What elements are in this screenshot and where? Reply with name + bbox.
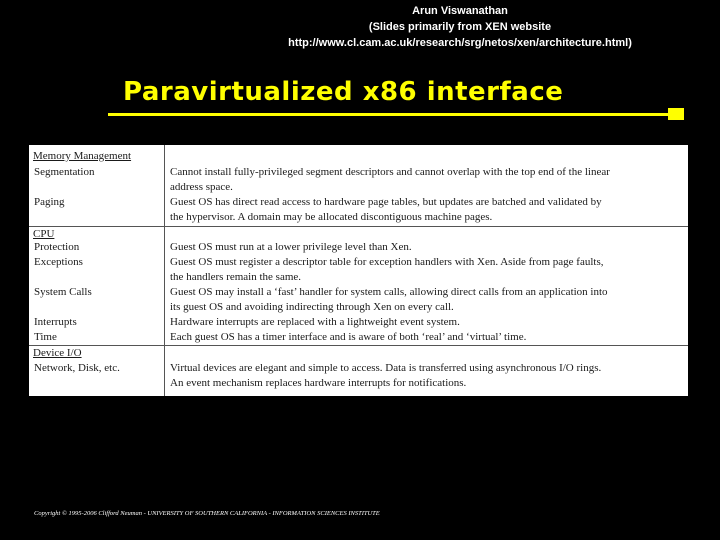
row-desc: Guest OS must run at a lower privilege level than Xen. — [170, 241, 412, 253]
title-underline — [108, 113, 680, 116]
column-divider — [164, 145, 165, 396]
row-desc: Hardware interrupts are replaced with a lightweight event system. — [170, 316, 460, 328]
row-label-interrupts: Interrupts — [34, 316, 77, 328]
section-cpu: CPU — [33, 228, 55, 240]
row-label-segmentation: Segmentation — [34, 166, 95, 178]
copyright-footer: Copyright © 1995-2006 Clifford Neuman - UNIVERSITY OF SOUTHERN CALIFORNIA - INFORMATION SCIENCES INSTITUTE — [34, 510, 380, 517]
author-name: Arun Viswanathan — [412, 5, 508, 17]
row-desc: Guest OS may install a ‘fast’ handler for system calls, allowing direct calls from an application into — [170, 286, 608, 298]
slide-title: Paravirtualized x86 interface — [123, 77, 564, 107]
row-desc: An event mechanism replaces hardware interrupts for notifications. — [170, 377, 467, 389]
row-label-paging: Paging — [34, 196, 65, 208]
row-desc: Guest OS must register a descriptor table for exception handlers with Xen. Aside from page faults, — [170, 256, 604, 268]
row-label-system-calls: System Calls — [34, 286, 92, 298]
row-desc: its guest OS and avoiding indirecting through Xen on every call. — [170, 301, 454, 313]
section-device-io: Device I/O — [33, 347, 82, 359]
row-label-protection: Protection — [34, 241, 80, 253]
slide-header — [240, 3, 680, 51]
row-label-exceptions: Exceptions — [34, 256, 83, 268]
section-memory-management: Memory Management — [33, 150, 132, 162]
title-underline-end-block — [668, 108, 684, 120]
row-label-network: Network, Disk, etc. — [34, 362, 120, 374]
section-divider — [29, 226, 688, 227]
row-desc: the hypervisor. A domain may be allocated discontiguous machine pages. — [170, 211, 493, 223]
row-desc: the handlers remain the same. — [170, 271, 302, 283]
row-desc: Guest OS has direct read access to hardware page tables, but updates are batched and validated by — [170, 196, 602, 208]
row-desc: address space. — [170, 181, 233, 193]
row-desc: Virtual devices are elegant and simple to access. Data is transferred using asynchronous I/O rings. — [170, 362, 602, 374]
interface-table — [29, 145, 688, 396]
row-label-time: Time — [34, 331, 57, 343]
source-url: http://www.cl.cam.ac.uk/research/srg/netos/xen/architecture.html) — [288, 37, 632, 49]
source-note: (Slides primarily from XEN website — [368, 21, 552, 33]
section-divider — [29, 345, 688, 346]
row-desc: Cannot install fully-privileged segment descriptors and cannot overlap with the top end of the linear — [170, 166, 610, 178]
row-desc: Each guest OS has a timer interface and is aware of both ‘real’ and ‘virtual’ time. — [170, 331, 527, 343]
